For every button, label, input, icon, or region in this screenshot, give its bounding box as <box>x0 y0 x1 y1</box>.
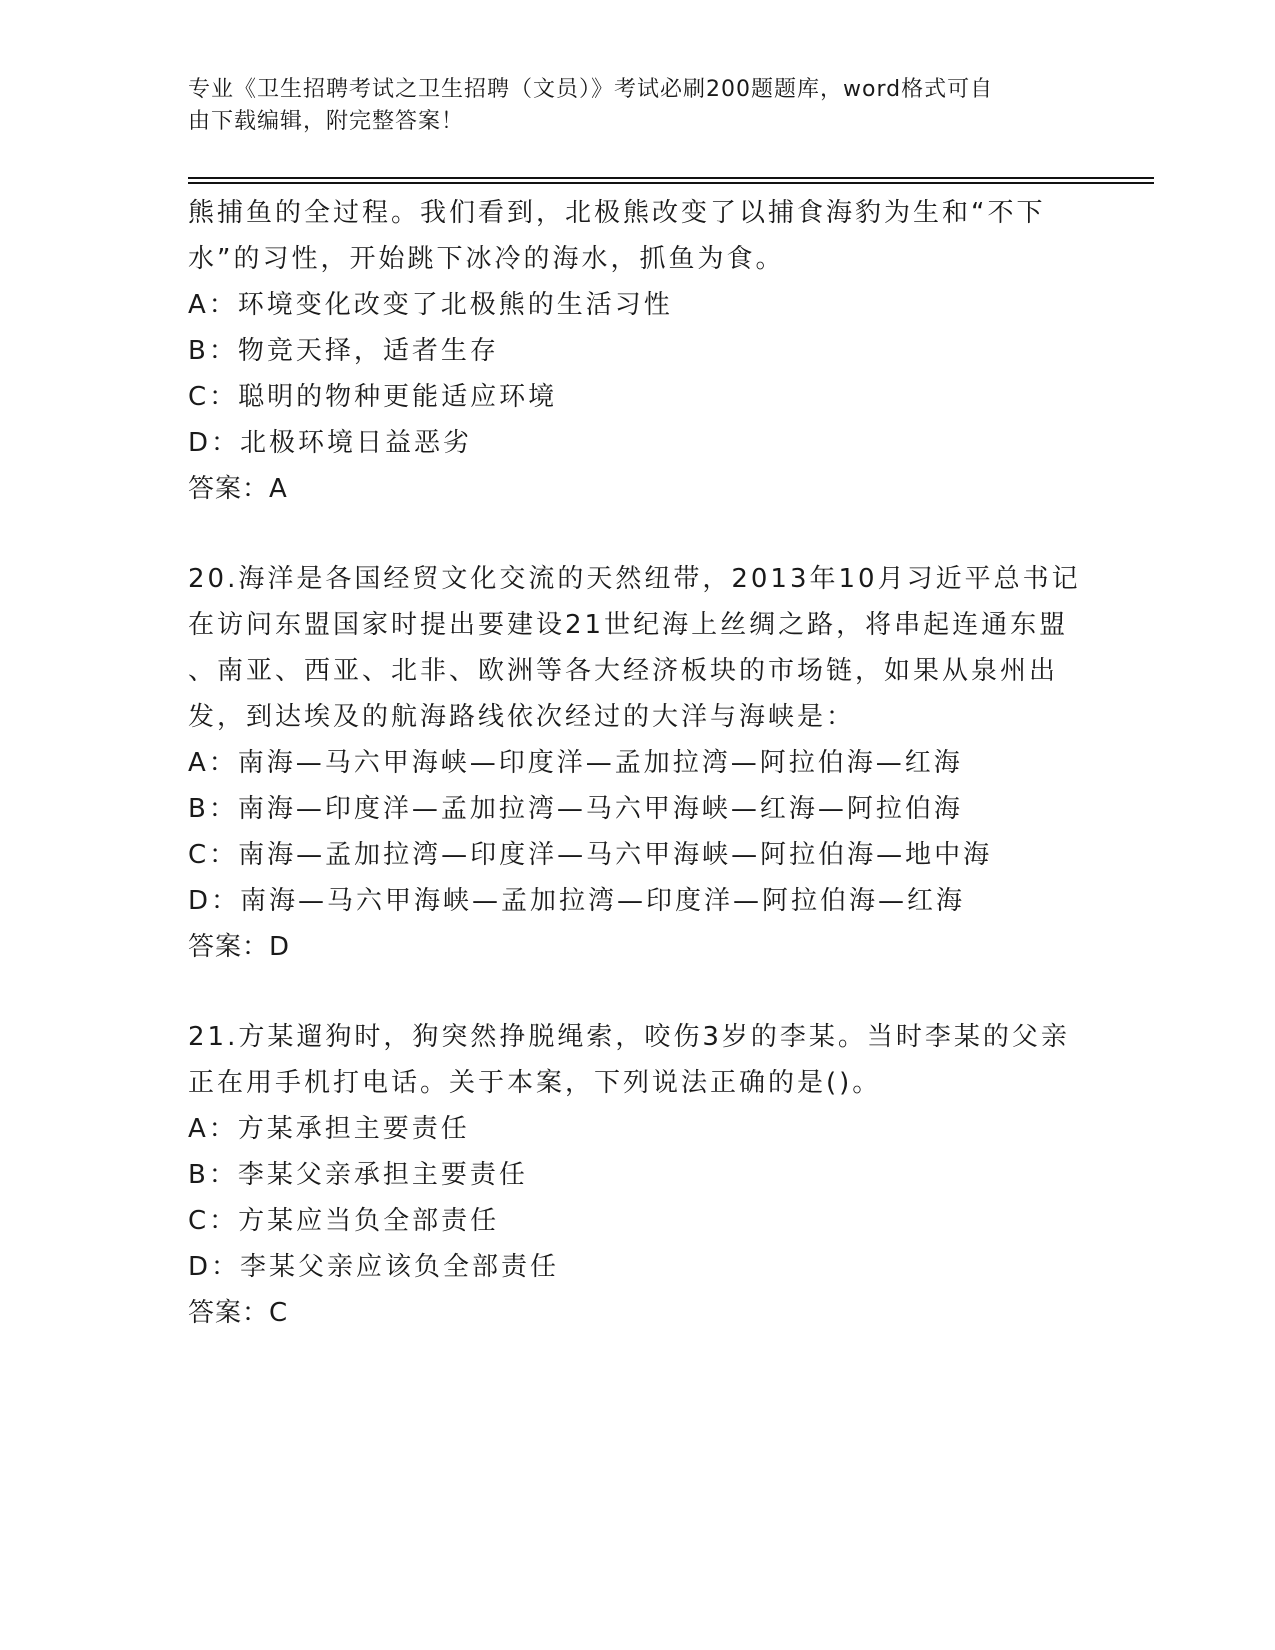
spacer <box>188 512 1088 556</box>
question-stem-line: 20.海洋是各国经贸文化交流的天然纽带，2013年10月习近平总书记 <box>188 564 1081 594</box>
page-header <box>188 74 1068 138</box>
question-20 <box>188 556 1088 970</box>
option-b: B：物竞天择，适者生存 <box>188 336 499 366</box>
header-divider-bottom <box>188 182 1154 184</box>
header-divider-top <box>188 177 1154 179</box>
option-c: C：方某应当负全部责任 <box>188 1206 500 1236</box>
option-c: C：南海—孟加拉湾—印度洋—马六甲海峡—阿拉伯海—地中海 <box>188 840 993 870</box>
option-b: B：李某父亲承担主要责任 <box>188 1160 528 1190</box>
answer-label: 答案：A <box>188 474 288 504</box>
question-19 <box>188 190 1088 512</box>
option-c: C：聪明的物种更能适应环境 <box>188 382 558 412</box>
question-stem-line: 水”的习性，开始跳下冰冷的海水，抓鱼为食。 <box>188 244 785 274</box>
answer-label: 答案：D <box>188 932 291 962</box>
header-line-2: 由下载编辑，附完整答案！ <box>188 109 465 134</box>
header-line-1: 专业《卫生招聘考试之卫生招聘（文员）》考试必刷200题题库，word格式可自 <box>188 77 994 102</box>
question-stem-line: 熊捕鱼的全过程。我们看到，北极熊改变了以捕食海豹为生和“不下 <box>188 198 1046 228</box>
spacer <box>188 970 1088 1014</box>
question-stem-line: 在访问东盟国家时提出要建设21世纪海上丝绸之路，将串起连通东盟 <box>188 610 1069 640</box>
question-stem-line: 正在用手机打电话。关于本案，下列说法正确的是()。 <box>188 1068 882 1098</box>
option-d: D：南海—马六甲海峡—孟加拉湾—印度洋—阿拉伯海—红海 <box>188 886 966 916</box>
question-21 <box>188 1014 1088 1336</box>
question-stem-line: 发，到达埃及的航海路线依次经过的大洋与海峡是： <box>188 702 856 732</box>
option-d: D：北极环境日益恶劣 <box>188 428 473 458</box>
document-body <box>188 190 1088 1336</box>
answer-label: 答案：C <box>188 1298 289 1328</box>
question-stem-line: 、南亚、西亚、北非、欧洲等各大经济板块的市场链，如果从泉州出 <box>188 656 1059 686</box>
option-a: A：方某承担主要责任 <box>188 1114 470 1144</box>
option-d: D：李某父亲应该负全部责任 <box>188 1252 560 1282</box>
option-a: A：环境变化改变了北极熊的生活习性 <box>188 290 673 320</box>
option-a: A：南海—马六甲海峡—印度洋—孟加拉湾—阿拉伯海—红海 <box>188 748 963 778</box>
question-stem-line: 21.方某遛狗时，狗突然挣脱绳索，咬伤3岁的李某。当时李某的父亲 <box>188 1022 1070 1052</box>
option-b: B：南海—印度洋—孟加拉湾—马六甲海峡—红海—阿拉伯海 <box>188 794 963 824</box>
